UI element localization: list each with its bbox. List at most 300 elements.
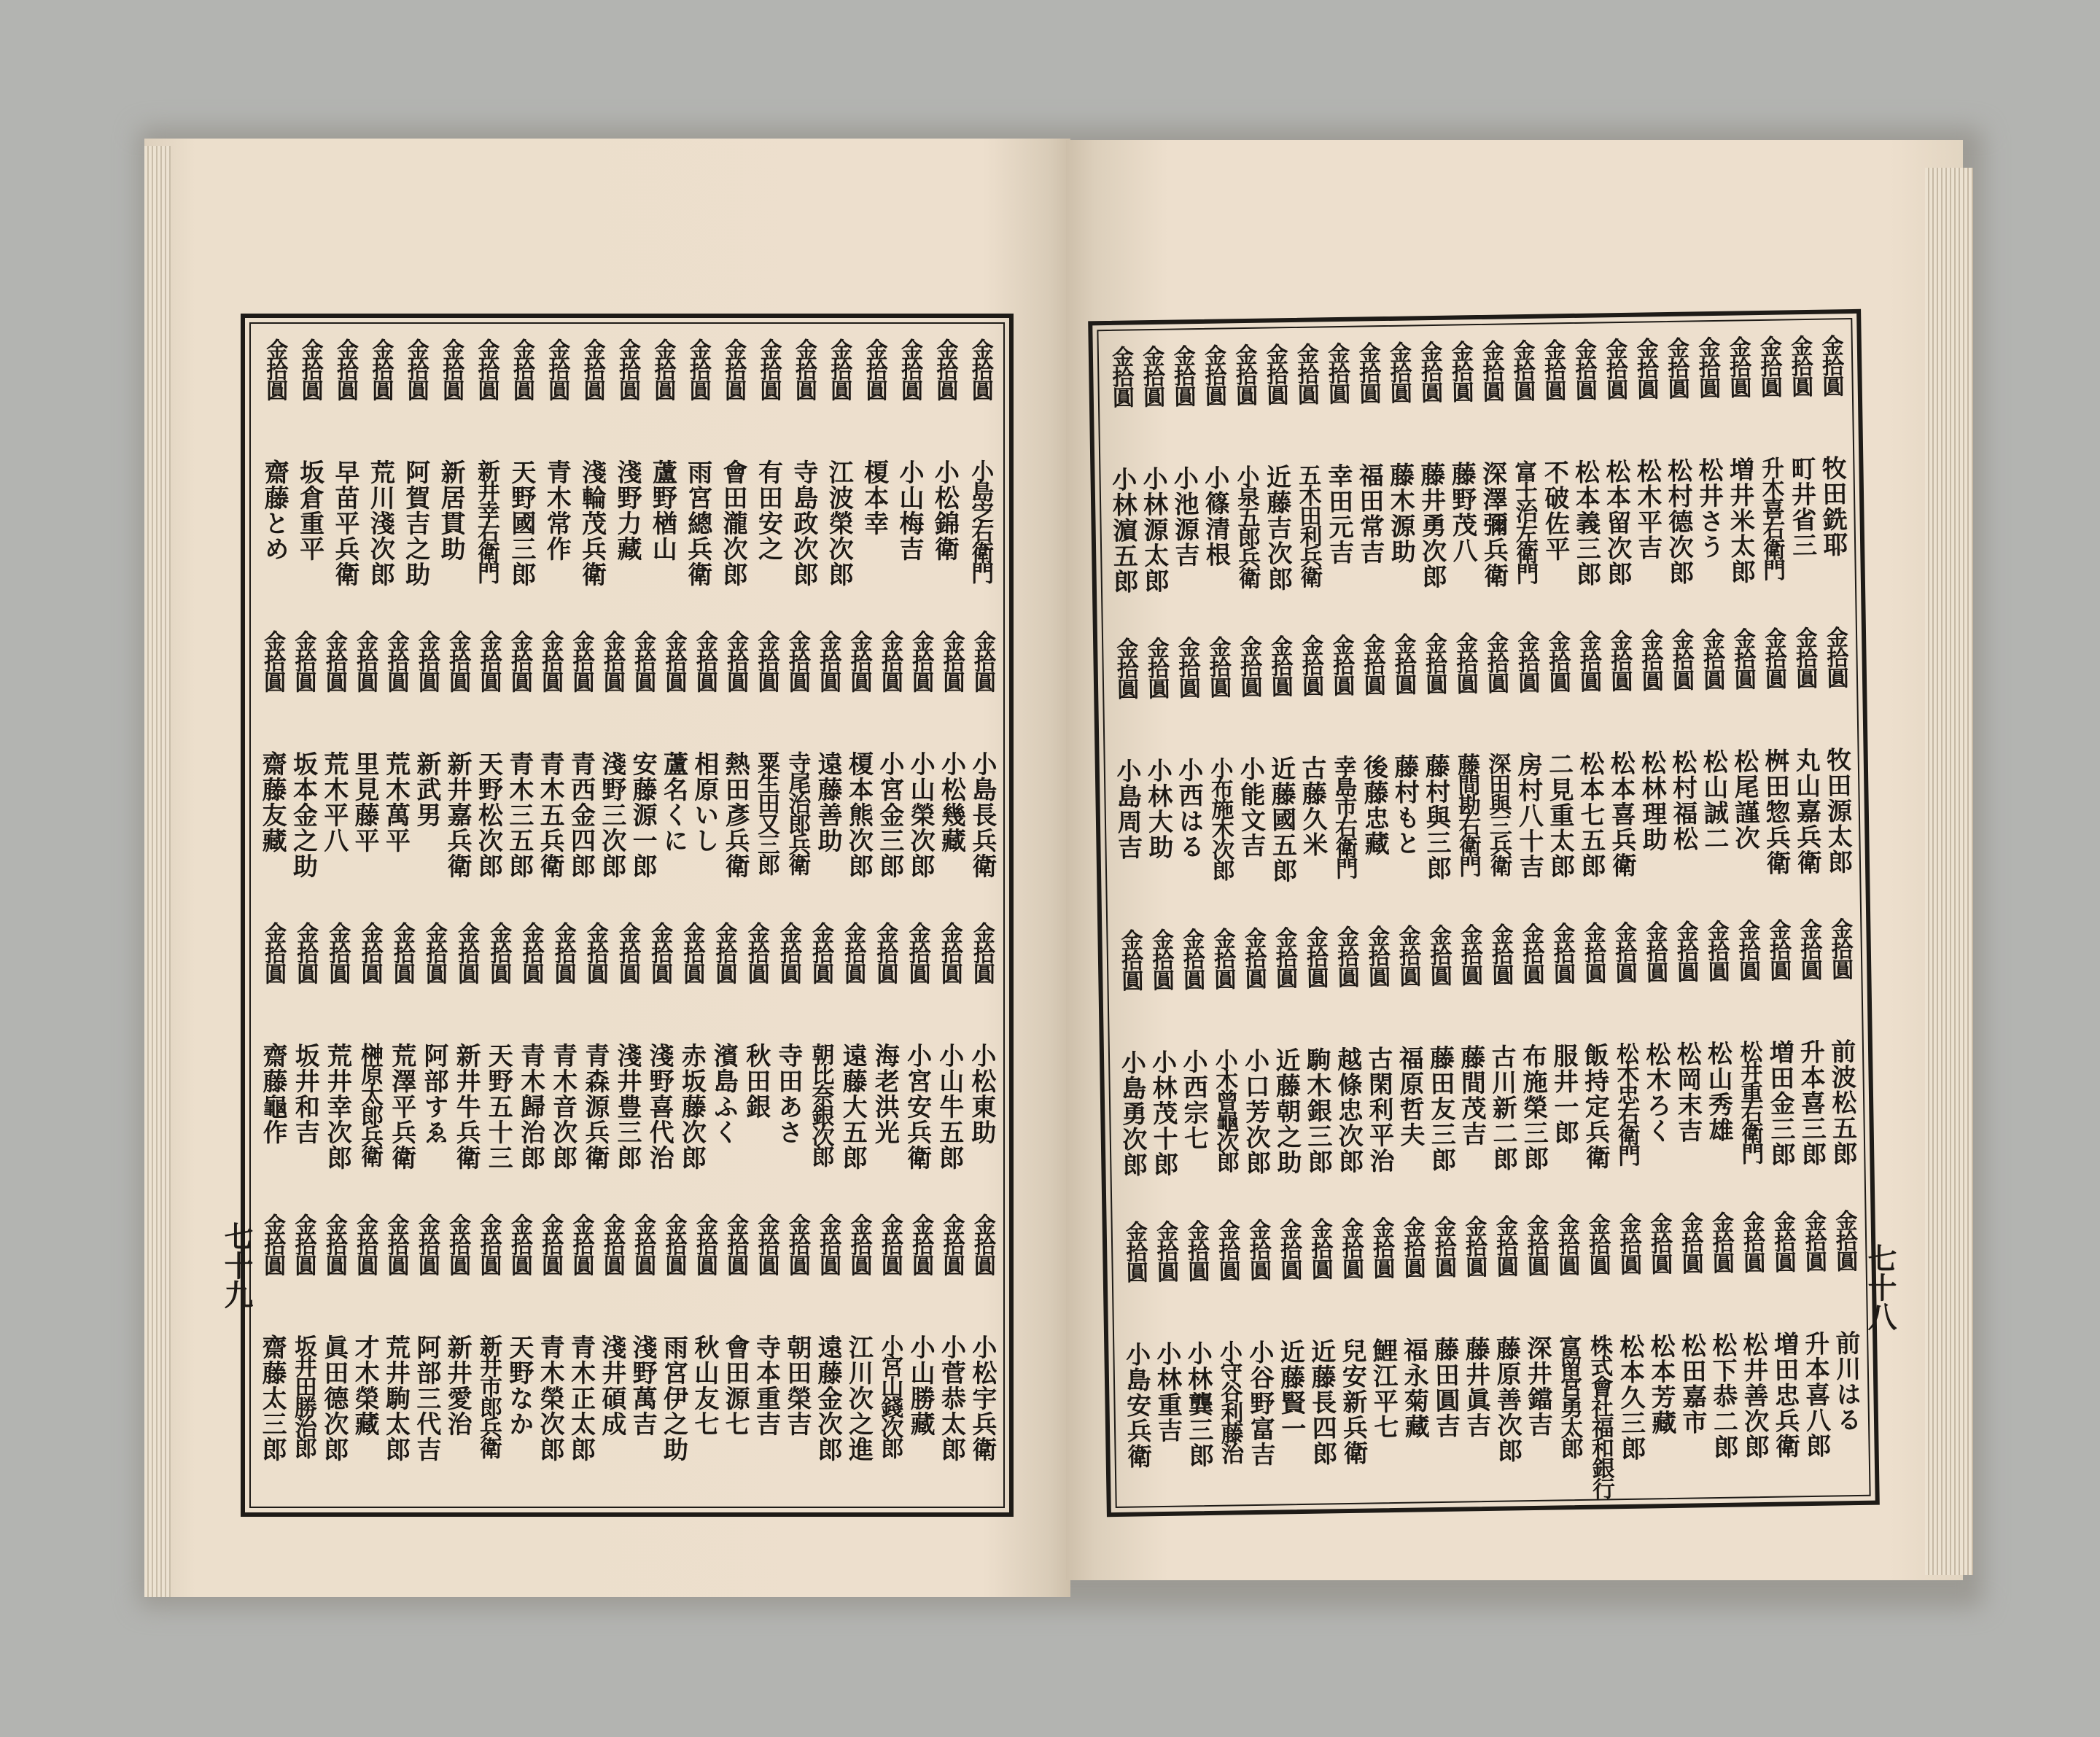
donation-amount: 金拾圓 bbox=[1548, 922, 1576, 984]
donation-amount: 金拾圓 bbox=[1151, 1219, 1179, 1282]
donor-name: 青木音次郎 bbox=[548, 1043, 578, 1170]
donation-amount: 金拾圓 bbox=[1667, 628, 1695, 690]
donation-amount: 金拾圓 bbox=[1332, 925, 1359, 987]
donation-amount: 金拾圓 bbox=[568, 1213, 594, 1275]
donation-amount: 金拾圓 bbox=[815, 1213, 841, 1275]
left-page-edges bbox=[144, 146, 171, 1597]
donation-amount: 金拾圓 bbox=[1302, 925, 1329, 987]
donor-name: 秋田銀 bbox=[741, 1043, 771, 1119]
donation-amount: 金拾圓 bbox=[904, 922, 930, 983]
donation-amount: 金拾圓 bbox=[938, 630, 965, 691]
donor-name: 小松錦衛 bbox=[930, 459, 960, 561]
donor-entry bbox=[656, 627, 691, 919]
donor-name: 飯持定兵衛 bbox=[1579, 1042, 1611, 1170]
donor-name: 松山秀雄 bbox=[1703, 1040, 1734, 1143]
donation-amount: 金拾圓 bbox=[1271, 926, 1298, 988]
donor-name: 小島周吉 bbox=[1111, 758, 1143, 860]
donation-amount: 金拾圓 bbox=[784, 1213, 810, 1275]
donation-amount: 金拾圓 bbox=[685, 338, 711, 400]
donation-amount: 金拾圓 bbox=[518, 922, 544, 983]
donation-amount: 金拾圓 bbox=[1178, 928, 1205, 990]
donor-name: 江川次之進 bbox=[844, 1334, 874, 1462]
donation-amount: 金拾圓 bbox=[368, 338, 394, 400]
donation-amount: 金拾圓 bbox=[840, 922, 866, 983]
donation-amount: 金拾圓 bbox=[1539, 338, 1566, 400]
donation-amount: 金拾圓 bbox=[1676, 1211, 1703, 1273]
donation-amount: 金拾圓 bbox=[1606, 629, 1633, 691]
donation-amount: 金拾圓 bbox=[908, 1213, 934, 1275]
donor-name: 近藤賢一 bbox=[1275, 1338, 1307, 1442]
donor-name: 松田嘉市 bbox=[1676, 1332, 1708, 1435]
donation-amount: 金拾圓 bbox=[790, 338, 817, 400]
donation-amount: 金拾圓 bbox=[969, 1213, 995, 1275]
donor-name: 坂井田勝治郎 bbox=[290, 1334, 316, 1457]
donation-amount: 金拾圓 bbox=[846, 630, 872, 691]
donation-amount: 金拾圓 bbox=[1390, 632, 1417, 694]
donor-name: 雨宮伊之助 bbox=[658, 1334, 688, 1462]
donation-amount: 金拾圓 bbox=[1517, 922, 1544, 984]
donor-name: 松本久三郎 bbox=[1614, 1333, 1646, 1462]
donor-entry bbox=[448, 919, 483, 1211]
donation-amount: 金拾圓 bbox=[1275, 1217, 1302, 1280]
donation-amount: 金拾圓 bbox=[506, 630, 532, 691]
donor-name: 松本喜兵衛 bbox=[1605, 750, 1637, 879]
donor-name: 藤間茂吉 bbox=[1455, 1044, 1487, 1147]
donor-name: 寺田あさ bbox=[773, 1043, 803, 1145]
donation-amount: 金拾圓 bbox=[861, 338, 887, 400]
donor-entry bbox=[352, 919, 387, 1211]
donation-amount: 金拾圓 bbox=[691, 630, 718, 691]
donation-amount: 金拾圓 bbox=[1703, 919, 1730, 982]
donation-amount: 金拾圓 bbox=[661, 630, 687, 691]
donor-entry bbox=[810, 627, 845, 919]
donor-entry bbox=[841, 627, 876, 919]
donor-entry bbox=[1111, 925, 1151, 1218]
donor-entry bbox=[965, 1211, 1000, 1502]
donor-entry bbox=[779, 627, 814, 919]
donor-entry bbox=[416, 919, 451, 1211]
donation-amount: 金拾圓 bbox=[1477, 339, 1505, 402]
donation-amount: 金拾圓 bbox=[260, 630, 286, 691]
donation-amount: 金拾圓 bbox=[445, 1213, 471, 1275]
donor-entry bbox=[867, 919, 902, 1211]
donor-name: 淺井豊三郎 bbox=[612, 1043, 642, 1170]
donor-name: 荒木萬平 bbox=[381, 751, 411, 853]
donor-name: 小池源吉 bbox=[1169, 465, 1200, 568]
donation-amount: 金拾圓 bbox=[599, 1213, 625, 1275]
donor-name: 小林茂十郎 bbox=[1147, 1049, 1179, 1178]
donation-amount: 金拾圓 bbox=[650, 338, 676, 400]
donor-entry bbox=[471, 1211, 506, 1502]
donation-amount: 金拾圓 bbox=[969, 630, 995, 691]
donor-name: 越條忠次郎 bbox=[1332, 1046, 1364, 1175]
donor-name: 幸島市右衛門 bbox=[1329, 754, 1358, 878]
donation-amount: 金拾圓 bbox=[1116, 928, 1143, 990]
donor-entry bbox=[964, 919, 999, 1211]
donor-name: 富留宮勇太郎 bbox=[1555, 1334, 1583, 1458]
donor-name: 松岡末吉 bbox=[1671, 1041, 1703, 1143]
donor-name: 増田金三郎 bbox=[1764, 1039, 1796, 1167]
donor-name: 青森源兵衛 bbox=[580, 1043, 610, 1170]
donor-name: 松木ろく bbox=[1641, 1041, 1672, 1144]
donation-amount: 金拾圓 bbox=[1646, 1212, 1673, 1274]
donation-amount: 金拾圓 bbox=[1121, 1220, 1148, 1282]
donor-entry bbox=[645, 335, 680, 627]
donor-name: 阿賀吉之助 bbox=[400, 459, 430, 587]
donor-name: 牧田銑耶 bbox=[1816, 455, 1848, 558]
donor-entry bbox=[786, 335, 821, 627]
donation-amount: 金拾圓 bbox=[755, 338, 782, 400]
donor-name: 深井鐺吉 bbox=[1522, 1334, 1553, 1438]
donation-amount: 金拾圓 bbox=[550, 922, 576, 983]
donor-name: 小口芳次郎 bbox=[1240, 1047, 1272, 1176]
donor-name: 藤野茂八 bbox=[1447, 461, 1478, 564]
right-page-number: 七十八 bbox=[1863, 1243, 1897, 1331]
donation-amount: 金拾圓 bbox=[413, 1213, 440, 1275]
donor-name: 相原いし bbox=[689, 751, 719, 853]
donor-entry bbox=[564, 1211, 599, 1502]
donor-entry bbox=[821, 335, 856, 627]
donor-entry bbox=[316, 627, 351, 919]
donation-amount: 金拾圓 bbox=[1632, 337, 1659, 399]
donation-amount: 金拾圓 bbox=[630, 630, 656, 691]
donation-amount: 金拾圓 bbox=[1769, 1210, 1796, 1272]
donation-amount: 金拾圓 bbox=[1614, 1212, 1642, 1275]
donor-entry bbox=[384, 919, 419, 1211]
donor-name: 荒澤平兵衛 bbox=[386, 1043, 416, 1170]
donation-amount: 金拾圓 bbox=[932, 338, 958, 400]
donor-name: 小能文吉 bbox=[1235, 755, 1267, 859]
donor-name: 熱田彥兵衛 bbox=[720, 751, 750, 879]
donor-name: 藤木源助 bbox=[1385, 462, 1416, 565]
donor-entry bbox=[347, 1211, 382, 1502]
donation-amount: 金拾圓 bbox=[723, 630, 749, 691]
donor-name: 松木平吉 bbox=[1631, 458, 1663, 561]
donor-name: 深田與三兵衛 bbox=[1484, 752, 1512, 875]
donation-amount: 金拾圓 bbox=[1461, 1214, 1488, 1277]
donation-amount: 金拾圓 bbox=[537, 1213, 564, 1275]
donor-name: 小西はる bbox=[1173, 757, 1205, 860]
donor-entry bbox=[803, 919, 838, 1211]
donor-name: 藤間勘右衛門 bbox=[1452, 753, 1482, 876]
donation-amount: 金拾圓 bbox=[1482, 631, 1509, 693]
donor-name: 濱島ふく bbox=[709, 1043, 739, 1145]
donation-amount: 金拾圓 bbox=[1455, 923, 1483, 985]
donor-name: 坂倉重平 bbox=[295, 459, 324, 561]
donor-name: 古川新二郎 bbox=[1486, 1044, 1518, 1172]
donor-entry bbox=[932, 919, 967, 1211]
donation-amount: 金拾圓 bbox=[1553, 1213, 1580, 1275]
donor-name: 松本七五郎 bbox=[1574, 750, 1606, 879]
donor-name: 増田忠兵衛 bbox=[1769, 1331, 1800, 1459]
donor-entry bbox=[286, 627, 321, 919]
donor-name: 淺輪茂兵衛 bbox=[577, 459, 607, 587]
donor-name: 鯉江平七 bbox=[1367, 1337, 1399, 1440]
donation-amount: 金拾圓 bbox=[260, 1213, 286, 1275]
donor-name: 小守谷利藤治 bbox=[1215, 1340, 1244, 1463]
donation-amount: 金拾圓 bbox=[290, 630, 316, 691]
donor-name: 新井市郎兵衛 bbox=[475, 1334, 502, 1457]
donation-amount: 金拾圓 bbox=[1235, 634, 1262, 697]
donor-name: 青木五兵衛 bbox=[535, 751, 565, 879]
donation-amount: 金拾圓 bbox=[1323, 341, 1350, 404]
donor-name: 小泉五郎兵衛 bbox=[1232, 464, 1261, 588]
donor-name: 駒木銀三郎 bbox=[1301, 1046, 1333, 1175]
donor-entry bbox=[532, 1211, 567, 1502]
donor-section bbox=[257, 1211, 998, 1502]
donor-name: 兒安新兵衛 bbox=[1337, 1337, 1369, 1466]
donor-entry bbox=[687, 627, 722, 919]
donation-amount: 金拾圓 bbox=[389, 922, 415, 983]
donation-amount: 金拾圓 bbox=[1451, 632, 1479, 693]
donor-name: 深澤彌兵衛 bbox=[1477, 460, 1509, 589]
donor-name: 小山勝藏 bbox=[906, 1334, 936, 1437]
donor-entry bbox=[718, 1211, 752, 1502]
donation-amount: 金拾圓 bbox=[938, 1213, 965, 1275]
donation-amount: 金拾圓 bbox=[1399, 1216, 1426, 1278]
donor-name: 朝田榮吉 bbox=[782, 1334, 812, 1437]
donation-amount: 金拾圓 bbox=[753, 1213, 779, 1275]
donation-amount: 金拾圓 bbox=[445, 630, 471, 691]
donation-amount: 金拾圓 bbox=[647, 922, 673, 983]
donor-name: 小林源太郎 bbox=[1138, 465, 1170, 594]
donation-amount: 金拾圓 bbox=[260, 922, 287, 983]
donation-amount: 金拾圓 bbox=[1306, 1217, 1333, 1279]
donor-name: 松下恭二郎 bbox=[1707, 1332, 1739, 1461]
donor-name: 小林濵五郎 bbox=[1107, 466, 1139, 595]
donor-entry bbox=[872, 1211, 907, 1502]
donor-name: 天野松次郎 bbox=[473, 751, 503, 879]
donation-amount: 金拾圓 bbox=[1169, 344, 1196, 406]
donor-name: 朝比奈銀次郎 bbox=[807, 1043, 834, 1165]
donation-amount: 金拾圓 bbox=[544, 338, 570, 400]
donation-amount: 金拾圓 bbox=[1579, 921, 1606, 983]
donation-amount: 金拾圓 bbox=[1143, 636, 1170, 699]
donor-name: 藤井勇次郎 bbox=[1415, 461, 1447, 590]
donation-amount: 金拾圓 bbox=[568, 630, 594, 691]
donor-name: 株式會社福和銀行 bbox=[1585, 1334, 1615, 1498]
left-donor-list bbox=[257, 335, 998, 1502]
donation-amount: 金拾圓 bbox=[753, 630, 779, 691]
donor-name: 藤田友三郎 bbox=[1425, 1044, 1457, 1173]
donor-entry bbox=[502, 627, 537, 919]
donor-name: 青木歸治郎 bbox=[516, 1043, 545, 1170]
donor-name: 荒井幸次郎 bbox=[322, 1043, 352, 1170]
donor-entry bbox=[545, 919, 580, 1211]
donor-name: 雨宮總兵衛 bbox=[682, 459, 712, 587]
donation-amount: 金拾圓 bbox=[1724, 335, 1751, 397]
donor-name: 榊原太郎兵衛 bbox=[357, 1043, 384, 1165]
donor-name: 升木喜右衛門 bbox=[1757, 456, 1786, 580]
donation-amount: 金拾圓 bbox=[1662, 336, 1690, 399]
donation-amount: 金拾圓 bbox=[1358, 633, 1386, 695]
donor-entry bbox=[409, 1211, 444, 1502]
donation-amount: 金拾圓 bbox=[486, 922, 512, 983]
donor-entry bbox=[257, 335, 292, 627]
donor-entry bbox=[656, 1211, 691, 1502]
donor-entry bbox=[707, 919, 742, 1211]
donor-name: 新井愛治 bbox=[443, 1334, 472, 1437]
donor-name: 不破佐平 bbox=[1539, 459, 1571, 562]
donation-amount: 金拾圓 bbox=[1491, 1214, 1518, 1276]
donor-name: 松本芳藏 bbox=[1645, 1332, 1677, 1436]
donor-name: 坂井和吉 bbox=[290, 1043, 320, 1145]
donation-amount: 金拾圓 bbox=[1601, 337, 1628, 400]
donation-amount: 金拾圓 bbox=[475, 1213, 502, 1275]
donor-entry bbox=[625, 1211, 660, 1502]
donation-amount: 金拾圓 bbox=[357, 922, 383, 983]
donor-name: 阿部すゑ bbox=[419, 1043, 448, 1145]
donor-name: 五木田利兵衛 bbox=[1294, 463, 1323, 586]
donor-name: 松本義三郎 bbox=[1570, 459, 1602, 588]
donor-name: 小松幾藏 bbox=[936, 751, 966, 853]
donor-name: 安藤源一郎 bbox=[628, 751, 658, 879]
donor-name: 小宮金三郎 bbox=[874, 751, 904, 879]
donation-amount: 金拾圓 bbox=[1738, 1211, 1765, 1272]
donor-name: 荒川淺次郎 bbox=[365, 459, 395, 587]
donation-amount: 金拾圓 bbox=[968, 922, 995, 983]
donation-amount: 金拾圓 bbox=[1354, 341, 1381, 403]
donor-name: 齋藤龜作 bbox=[258, 1043, 288, 1145]
donor-entry bbox=[962, 335, 998, 627]
donation-amount: 金拾圓 bbox=[1363, 925, 1391, 987]
donor-name: 前波松五郎 bbox=[1826, 1038, 1858, 1167]
donation-amount: 金拾圓 bbox=[826, 338, 852, 400]
donor-entry bbox=[872, 627, 907, 919]
donation-amount: 金拾圓 bbox=[846, 1213, 872, 1275]
donation-amount: 金拾圓 bbox=[1337, 1216, 1364, 1279]
donation-amount: 金拾圓 bbox=[1297, 634, 1324, 696]
donor-name: 才木榮藏 bbox=[350, 1334, 380, 1437]
donation-amount: 金拾圓 bbox=[1641, 920, 1668, 982]
donor-entry bbox=[751, 335, 786, 627]
donor-name: 新居貫助 bbox=[436, 459, 466, 561]
donor-name: 前川はる bbox=[1830, 1329, 1862, 1433]
donor-name: 小山榮次郎 bbox=[906, 751, 936, 879]
donor-name: 古閑利平治 bbox=[1363, 1045, 1395, 1174]
donor-name: 松井重右衛門 bbox=[1735, 1040, 1764, 1163]
donor-name: 松井さう bbox=[1693, 456, 1724, 560]
donor-entry bbox=[892, 335, 927, 627]
donor-name: 小島勇次郎 bbox=[1116, 1049, 1148, 1178]
donation-amount: 金拾圓 bbox=[808, 922, 834, 983]
donor-section bbox=[1109, 623, 1854, 926]
donor-entry bbox=[718, 627, 752, 919]
donation-amount: 金拾圓 bbox=[508, 338, 534, 400]
donation-amount: 金拾圓 bbox=[1173, 636, 1201, 698]
donor-name: 小島安兵衛 bbox=[1121, 1341, 1153, 1469]
donor-name: 眞田德次郎 bbox=[319, 1334, 349, 1462]
donation-amount: 金拾圓 bbox=[579, 338, 605, 400]
donation-amount: 金拾圓 bbox=[1826, 917, 1854, 979]
donor-name: 淺野喜代治 bbox=[645, 1043, 674, 1170]
donation-amount: 金拾圓 bbox=[473, 338, 499, 400]
donor-entry bbox=[532, 627, 567, 919]
donation-amount: 金拾圓 bbox=[537, 630, 564, 691]
right-donor-list bbox=[1105, 331, 1864, 1502]
donor-section bbox=[1118, 1206, 1863, 1509]
donor-entry bbox=[903, 627, 938, 919]
donor-name: 榎本幸 bbox=[859, 459, 889, 536]
donation-amount: 金拾圓 bbox=[1821, 626, 1848, 688]
donation-amount: 金拾圓 bbox=[1544, 630, 1571, 692]
donation-amount: 金拾圓 bbox=[1183, 1219, 1210, 1281]
donor-entry bbox=[779, 1211, 814, 1502]
donor-name: 服井一郎 bbox=[1548, 1043, 1579, 1146]
donor-name: 新井幸右衛門 bbox=[472, 459, 499, 582]
donor-entry bbox=[468, 335, 503, 627]
donation-amount: 金拾圓 bbox=[1394, 924, 1421, 986]
donation-amount: 金拾圓 bbox=[815, 630, 841, 691]
donor-entry bbox=[502, 1211, 537, 1502]
donation-amount: 金拾圓 bbox=[1416, 340, 1443, 403]
donation-amount: 金拾圓 bbox=[1147, 928, 1175, 990]
donor-name: 後藤忠藏 bbox=[1358, 754, 1390, 857]
donor-name: 藤井眞吉 bbox=[1460, 1335, 1492, 1439]
donor-name: 小西宗七 bbox=[1178, 1048, 1209, 1151]
donation-amount: 金拾圓 bbox=[1755, 335, 1782, 397]
donor-name: 青木常作 bbox=[542, 459, 572, 561]
donation-amount: 金拾圓 bbox=[1707, 1211, 1735, 1273]
donation-amount: 金拾圓 bbox=[262, 338, 288, 400]
donor-name: 寺島政次郎 bbox=[788, 459, 818, 587]
donation-amount: 金拾圓 bbox=[1786, 334, 1813, 397]
donor-name: 升本喜三郎 bbox=[1795, 1038, 1827, 1167]
donation-amount: 金拾圓 bbox=[1487, 922, 1514, 984]
donation-amount: 金拾圓 bbox=[297, 338, 323, 400]
donor-name: 遠藤善助 bbox=[813, 751, 843, 853]
donor-name: 松井善次郎 bbox=[1738, 1331, 1770, 1460]
donation-amount: 金拾圓 bbox=[1795, 917, 1822, 980]
donor-entry bbox=[398, 335, 433, 627]
donor-name: 布施榮三郎 bbox=[1517, 1043, 1549, 1172]
donation-amount: 金拾圓 bbox=[908, 630, 934, 691]
donor-name: 近藤朝之助 bbox=[1270, 1046, 1302, 1176]
donation-amount: 金拾圓 bbox=[1231, 343, 1258, 405]
donation-amount: 金拾圓 bbox=[1817, 334, 1844, 396]
donor-entry bbox=[610, 335, 645, 627]
donor-name: 赤坂藤次郎 bbox=[677, 1043, 707, 1170]
donation-amount: 金拾圓 bbox=[1570, 338, 1598, 400]
donor-entry bbox=[687, 1211, 722, 1502]
donation-amount: 金拾圓 bbox=[679, 922, 705, 983]
donor-entry bbox=[255, 919, 290, 1211]
donor-entry bbox=[287, 919, 322, 1211]
donor-name: 松本留次郎 bbox=[1601, 458, 1633, 587]
donor-entry bbox=[564, 627, 599, 919]
donor-name: 蘆名くに bbox=[658, 751, 688, 853]
donation-amount: 金拾圓 bbox=[897, 338, 923, 400]
donor-name: 小宮安兵衛 bbox=[902, 1043, 932, 1170]
donor-name: 松村福松 bbox=[1667, 749, 1698, 852]
donor-name: 寺尾治郎兵衛 bbox=[784, 751, 811, 874]
donor-name: 松木忠右衛門 bbox=[1611, 1041, 1641, 1165]
donation-amount: 金拾圓 bbox=[1698, 627, 1725, 690]
donor-name: 二見重太郎 bbox=[1544, 751, 1576, 879]
donation-amount: 金拾圓 bbox=[1574, 629, 1602, 691]
donor-name: 天野五十三 bbox=[483, 1043, 513, 1170]
donor-entry bbox=[841, 1211, 876, 1502]
donor-entry bbox=[739, 919, 774, 1211]
donation-amount: 金拾圓 bbox=[1729, 627, 1756, 689]
donor-entry bbox=[292, 335, 327, 627]
donor-entry bbox=[680, 335, 715, 627]
donor-entry bbox=[934, 627, 969, 919]
donation-amount: 金拾圓 bbox=[784, 630, 810, 691]
donation-amount: 金拾圓 bbox=[324, 922, 351, 983]
donation-amount: 金拾圓 bbox=[582, 922, 608, 983]
donation-amount: 金拾圓 bbox=[743, 922, 769, 983]
